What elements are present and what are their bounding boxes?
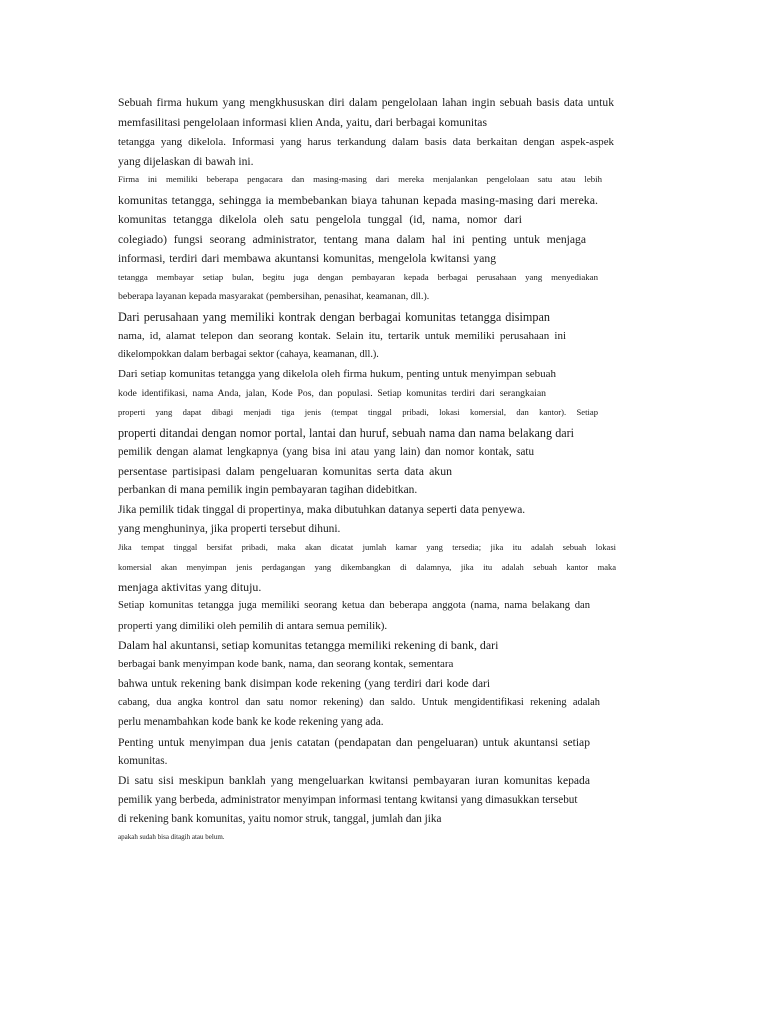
text-line: Dari setiap komunitas tetangga yang dikelola oleh firma hukum, penting untuk menyimpan sebuah xyxy=(118,368,556,380)
text-line: kode identifikasi, nama Anda, jalan, Kode Pos, dan populasi. Setiap komunitas terdiri dari serangkaian xyxy=(118,388,546,399)
text-line: berbagai bank menyimpan kode bank, nama, dan seorang kontak, sementara xyxy=(118,658,454,670)
text-line: tetangga membayar setiap bulan, begitu juga dengan pembayaran kepada berbagai perusahaan yang menyediakan xyxy=(118,272,598,282)
text-line: apakah sudah bisa ditagih atau belum. xyxy=(118,833,225,841)
text-line: dikelompokkan dalam berbagai sektor (cahaya, keamanan, dll.). xyxy=(118,349,379,360)
text-line: Dari perusahaan yang memiliki kontrak dengan berbagai komunitas tetangga disimpan xyxy=(118,310,550,324)
text-line: Di satu sisi meskipun banklah yang mengeluarkan kwitansi pembayaran iuran komunitas kepada xyxy=(118,774,590,787)
text-line: properti yang dapat dibagi menjadi tiga jenis (tempat tinggal pribadi, lokasi komersial, dan kantor). Setiap xyxy=(118,407,598,417)
text-line: pemilik yang berbeda, administrator menyimpan informasi tentang kwitansi yang dimasukkan tersebut xyxy=(118,794,578,806)
text-line: komunitas tetangga dikelola oleh satu pengelola tunggal (id, nama, nomor dari xyxy=(118,213,522,226)
text-line: Sebuah firma hukum yang mengkhususkan diri dalam pengelolaan lahan ingin sebuah basis data untuk xyxy=(118,96,614,109)
text-line: komunitas. xyxy=(118,755,168,767)
text-line: informasi, terdiri dari membawa akuntansi komunitas, mengelola kwitansi yang xyxy=(118,252,496,265)
text-line: Jika pemilik tidak tinggal di propertinya, maka dibutuhkan datanya seperti data penyewa. xyxy=(118,504,526,516)
text-line: beberapa layanan kepada masyarakat (pembersihan, penasihat, keamanan, dll.). xyxy=(118,291,430,302)
text-line: properti ditandai dengan nomor portal, lantai dan huruf, sebuah nama dan nama belakang dari xyxy=(118,426,574,440)
text-line: Firma ini memiliki beberapa pengacara dan masing-masing dari mereka menjalankan pengelolaan satu atau lebih xyxy=(118,174,602,184)
text-line: Jika tempat tinggal bersifat pribadi, maka akan dicatat jumlah kamar yang tersedia; jika itu adalah sebuah lokasi xyxy=(118,542,616,552)
text-line: properti yang dimiliki oleh pemilih di antara semua pemilik). xyxy=(118,620,388,632)
text-line: colegiado) fungsi seorang administrator, tentang mana dalam hal ini penting untuk menjaga xyxy=(118,233,586,246)
text-line: yang menghuninya, jika properti tersebut dihuni. xyxy=(118,523,341,535)
text-line: persentase partisipasi dalam pengeluaran komunitas serta data akun xyxy=(118,464,452,478)
text-line: pemilik dengan alamat lengkapnya (yang bisa ini atau yang lain) dan nomor kontak, satu xyxy=(118,446,534,458)
text-line: nama, id, alamat telepon dan seorang kontak. Selain itu, tertarik untuk memiliki perusahaan ini xyxy=(118,330,566,342)
text-line: tetangga yang dikelola. Informasi yang harus terkandung dalam basis data berkaitan dengan aspek-aspek xyxy=(118,136,614,148)
text-line: menjaga aktivitas yang dituju. xyxy=(118,580,262,594)
text-line: cabang, dua angka kontrol dan satu nomor rekening) dan saldo. Untuk mengidentifikasi rekening adalah xyxy=(118,697,600,708)
text-line: di rekening bank komunitas, yaitu nomor struk, tanggal, jumlah dan jika xyxy=(118,813,442,825)
text-line: Dalam hal akuntansi, setiap komunitas tetangga memiliki rekening di bank, dari xyxy=(118,638,499,652)
text-line: yang dijelaskan di bawah ini. xyxy=(118,155,254,168)
text-line: perlu menambahkan kode bank ke kode rekening yang ada. xyxy=(118,716,384,728)
text-line: komersial akan menyimpan jenis perdagangan yang dikembangkan di dalamnya, jika itu adalah sebuah kantor maka xyxy=(118,562,616,572)
text-line: perbankan di mana pemilik ingin pembayaran tagihan didebitkan. xyxy=(118,484,418,496)
text-line: komunitas tetangga, sehingga ia membebankan biaya tahunan kepada masing-masing dari mereka. xyxy=(118,193,598,207)
text-line: Penting untuk menyimpan dua jenis catatan (pendapatan dan pengeluaran) untuk akuntansi setiap xyxy=(118,736,590,749)
text-line: memfasilitasi pengelolaan informasi klien Anda, yaitu, dari berbagai komunitas xyxy=(118,116,487,129)
text-line: Setiap komunitas tetangga juga memiliki seorang ketua dan beberapa anggota (nama, nama belakang dan xyxy=(118,600,590,611)
text-line: bahwa untuk rekening bank disimpan kode rekening (yang terdiri dari kode dari xyxy=(118,678,490,690)
